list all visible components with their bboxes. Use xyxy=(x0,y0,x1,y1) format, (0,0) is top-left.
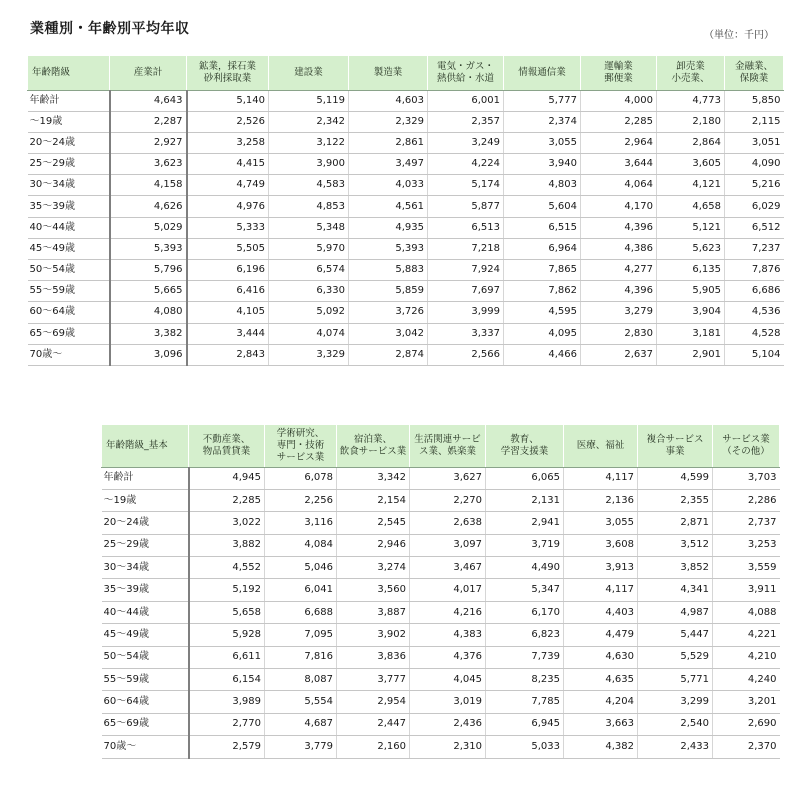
salary-cell: 7,816 xyxy=(265,646,337,668)
salary-cell: 4,090 xyxy=(725,154,784,175)
salary-cell: 3,253 xyxy=(713,534,780,556)
column-header: 情報通信業 xyxy=(504,56,581,90)
table-row xyxy=(28,217,784,238)
salary-cell: 3,274 xyxy=(337,557,410,579)
column-header: 製造業 xyxy=(349,56,428,90)
salary-cell: 3,382 xyxy=(110,323,187,344)
salary-cell: 4,643 xyxy=(110,90,187,111)
salary-cell: 4,479 xyxy=(564,624,638,646)
table-row xyxy=(28,302,784,323)
salary-cell: 3,497 xyxy=(349,154,428,175)
salary-cell: 2,433 xyxy=(638,736,713,758)
row-header-label: 年齢階級_基本 xyxy=(102,425,189,467)
salary-cell: 3,019 xyxy=(410,691,486,713)
salary-cell: 2,136 xyxy=(564,489,638,511)
salary-cell: 4,626 xyxy=(110,196,187,217)
table-row xyxy=(102,691,780,713)
salary-cell: 5,905 xyxy=(657,281,725,302)
salary-cell: 4,117 xyxy=(564,467,638,489)
salary-cell: 3,904 xyxy=(657,302,725,323)
salary-cell: 3,726 xyxy=(349,302,428,323)
age-group-label: 45～49歳 xyxy=(102,624,189,646)
salary-cell: 3,999 xyxy=(428,302,504,323)
column-header: 運輸業 郵便業 xyxy=(581,56,657,90)
salary-cell: 6,823 xyxy=(486,624,564,646)
salary-cell: 4,583 xyxy=(269,175,349,196)
salary-cell: 3,836 xyxy=(337,646,410,668)
salary-cell: 7,218 xyxy=(428,238,504,259)
salary-cell: 8,087 xyxy=(265,669,337,691)
salary-cell: 2,180 xyxy=(657,111,725,132)
salary-cell: 2,964 xyxy=(581,132,657,153)
salary-cell: 4,033 xyxy=(349,175,428,196)
salary-cell: 5,883 xyxy=(349,260,428,281)
salary-cell: 4,987 xyxy=(638,601,713,623)
salary-cell: 4,415 xyxy=(187,154,269,175)
salary-cell: 5,092 xyxy=(269,302,349,323)
salary-cell: 5,029 xyxy=(110,217,187,238)
salary-cell: 5,192 xyxy=(189,579,265,601)
salary-cell: 6,515 xyxy=(504,217,581,238)
salary-cell: 5,850 xyxy=(725,90,784,111)
salary-cell: 3,342 xyxy=(337,467,410,489)
salary-cell: 2,526 xyxy=(187,111,269,132)
age-group-label: ～19歳 xyxy=(102,489,189,511)
salary-cell: 4,121 xyxy=(657,175,725,196)
table-row xyxy=(28,196,784,217)
salary-cell: 2,160 xyxy=(337,736,410,758)
salary-cell: 5,554 xyxy=(265,691,337,713)
column-header: 医療、福祉 xyxy=(564,425,638,467)
salary-cell: 3,512 xyxy=(638,534,713,556)
age-group-label: 65～69歳 xyxy=(28,323,110,344)
salary-cell: 2,342 xyxy=(269,111,349,132)
salary-cell: 2,285 xyxy=(581,111,657,132)
salary-table-industries-2 xyxy=(101,425,780,759)
salary-cell: 2,579 xyxy=(189,736,265,758)
salary-cell: 3,097 xyxy=(410,534,486,556)
age-group-label: 70歳～ xyxy=(102,736,189,758)
column-header: 金融業、 保険業 xyxy=(725,56,784,90)
salary-cell: 6,041 xyxy=(265,579,337,601)
salary-cell: 4,630 xyxy=(564,646,638,668)
salary-cell: 4,095 xyxy=(504,323,581,344)
salary-cell: 3,902 xyxy=(337,624,410,646)
age-group-label: ～19歳 xyxy=(28,111,110,132)
age-group-label: 35～39歳 xyxy=(102,579,189,601)
salary-cell: 2,871 xyxy=(638,512,713,534)
salary-cell: 4,117 xyxy=(564,579,638,601)
table-row xyxy=(102,713,780,735)
salary-cell: 4,976 xyxy=(187,196,269,217)
salary-cell: 2,843 xyxy=(187,344,269,365)
salary-cell: 4,536 xyxy=(725,302,784,323)
salary-cell: 6,611 xyxy=(189,646,265,668)
salary-cell: 2,154 xyxy=(337,489,410,511)
salary-cell: 3,605 xyxy=(657,154,725,175)
salary-cell: 2,946 xyxy=(337,534,410,556)
salary-cell: 5,333 xyxy=(187,217,269,238)
salary-cell: 3,559 xyxy=(713,557,780,579)
salary-cell: 3,777 xyxy=(337,669,410,691)
salary-cell: 5,216 xyxy=(725,175,784,196)
table-row xyxy=(102,601,780,623)
salary-cell: 2,861 xyxy=(349,132,428,153)
salary-cell: 6,513 xyxy=(428,217,504,238)
salary-cell: 4,749 xyxy=(187,175,269,196)
table-row xyxy=(28,154,784,175)
salary-cell: 5,859 xyxy=(349,281,428,302)
salary-cell: 5,119 xyxy=(269,90,349,111)
age-group-label: 65～69歳 xyxy=(102,713,189,735)
salary-cell: 3,051 xyxy=(725,132,784,153)
salary-cell: 4,945 xyxy=(189,467,265,489)
salary-cell: 4,466 xyxy=(504,344,581,365)
salary-cell: 2,690 xyxy=(713,713,780,735)
salary-cell: 2,941 xyxy=(486,512,564,534)
table-row xyxy=(28,132,784,153)
salary-cell: 4,170 xyxy=(581,196,657,217)
table-row xyxy=(102,646,780,668)
salary-cell: 4,210 xyxy=(713,646,780,668)
salary-cell: 4,595 xyxy=(504,302,581,323)
salary-cell: 5,623 xyxy=(657,238,725,259)
salary-cell: 3,560 xyxy=(337,579,410,601)
age-group-label: 30～34歳 xyxy=(102,557,189,579)
salary-cell: 2,447 xyxy=(337,713,410,735)
salary-cell: 5,121 xyxy=(657,217,725,238)
salary-cell: 2,864 xyxy=(657,132,725,153)
salary-cell: 4,240 xyxy=(713,669,780,691)
salary-cell: 6,688 xyxy=(265,601,337,623)
salary-cell: 3,122 xyxy=(269,132,349,153)
age-group-label: 70歳～ xyxy=(28,344,110,365)
age-group-label: 55～59歳 xyxy=(102,669,189,691)
age-group-label: 45～49歳 xyxy=(28,238,110,259)
age-group-label: 40～44歳 xyxy=(102,601,189,623)
salary-cell: 4,803 xyxy=(504,175,581,196)
salary-cell: 4,773 xyxy=(657,90,725,111)
salary-cell: 3,329 xyxy=(269,344,349,365)
salary-cell: 2,737 xyxy=(713,512,780,534)
age-group-label: 50～54歳 xyxy=(102,646,189,668)
salary-cell: 5,447 xyxy=(638,624,713,646)
salary-cell: 7,697 xyxy=(428,281,504,302)
salary-cell: 3,719 xyxy=(486,534,564,556)
salary-cell: 3,627 xyxy=(410,467,486,489)
age-group-label: 20～24歳 xyxy=(102,512,189,534)
salary-cell: 5,658 xyxy=(189,601,265,623)
salary-cell: 5,877 xyxy=(428,196,504,217)
salary-cell: 3,940 xyxy=(504,154,581,175)
salary-cell: 6,196 xyxy=(187,260,269,281)
salary-cell: 4,382 xyxy=(564,736,638,758)
salary-cell: 7,237 xyxy=(725,238,784,259)
salary-cell: 4,216 xyxy=(410,601,486,623)
salary-cell: 3,644 xyxy=(581,154,657,175)
age-group-label: 60～64歳 xyxy=(28,302,110,323)
salary-cell: 6,170 xyxy=(486,601,564,623)
table-row xyxy=(102,624,780,646)
salary-cell: 5,796 xyxy=(110,260,187,281)
salary-cell: 5,140 xyxy=(187,90,269,111)
salary-cell: 2,830 xyxy=(581,323,657,344)
salary-cell: 3,258 xyxy=(187,132,269,153)
salary-cell: 2,287 xyxy=(110,111,187,132)
table-row xyxy=(28,238,784,259)
column-header: 宿泊業、 飲食サービス業 xyxy=(337,425,410,467)
age-group-label: 年齢計 xyxy=(28,90,110,111)
salary-cell: 4,341 xyxy=(638,579,713,601)
salary-cell: 4,376 xyxy=(410,646,486,668)
salary-cell: 2,637 xyxy=(581,344,657,365)
salary-cell: 4,000 xyxy=(581,90,657,111)
salary-cell: 4,277 xyxy=(581,260,657,281)
age-group-label: 25～29歳 xyxy=(28,154,110,175)
salary-cell: 6,512 xyxy=(725,217,784,238)
salary-cell: 2,355 xyxy=(638,489,713,511)
column-header: 複合サービス 事業 xyxy=(638,425,713,467)
salary-cell: 4,528 xyxy=(725,323,784,344)
salary-cell: 3,055 xyxy=(504,132,581,153)
salary-cell: 3,096 xyxy=(110,344,187,365)
salary-cell: 2,540 xyxy=(638,713,713,735)
salary-cell: 2,436 xyxy=(410,713,486,735)
column-header: 産業計 xyxy=(110,56,187,90)
salary-cell: 3,337 xyxy=(428,323,504,344)
salary-cell: 5,771 xyxy=(638,669,713,691)
salary-cell: 3,201 xyxy=(713,691,780,713)
salary-cell: 3,989 xyxy=(189,691,265,713)
salary-cell: 2,286 xyxy=(713,489,780,511)
salary-cell: 7,876 xyxy=(725,260,784,281)
salary-cell: 3,249 xyxy=(428,132,504,153)
salary-cell: 3,887 xyxy=(337,601,410,623)
salary-cell: 4,105 xyxy=(187,302,269,323)
row-header-label: 年齢階級 xyxy=(28,56,110,90)
salary-cell: 2,954 xyxy=(337,691,410,713)
column-header: 学術研究、 専門・技術 サービス業 xyxy=(265,425,337,467)
salary-cell: 6,964 xyxy=(504,238,581,259)
table-row xyxy=(28,111,784,132)
salary-cell: 2,285 xyxy=(189,489,265,511)
table-row xyxy=(28,344,784,365)
salary-cell: 6,065 xyxy=(486,467,564,489)
salary-cell: 7,924 xyxy=(428,260,504,281)
page-title: 業種別・年齢別平均年収 xyxy=(30,21,190,37)
table-row xyxy=(28,175,784,196)
table-row xyxy=(28,260,784,281)
salary-cell: 5,104 xyxy=(725,344,784,365)
salary-cell: 4,045 xyxy=(410,669,486,691)
salary-cell: 4,552 xyxy=(189,557,265,579)
salary-cell: 4,088 xyxy=(713,601,780,623)
salary-cell: 6,029 xyxy=(725,196,784,217)
salary-cell: 3,779 xyxy=(265,736,337,758)
unit-label: （単位：千円） xyxy=(704,30,774,41)
salary-cell: 4,853 xyxy=(269,196,349,217)
salary-cell: 4,396 xyxy=(581,217,657,238)
salary-cell: 5,347 xyxy=(486,579,564,601)
salary-cell: 4,599 xyxy=(638,467,713,489)
salary-cell: 2,270 xyxy=(410,489,486,511)
salary-cell: 4,561 xyxy=(349,196,428,217)
salary-cell: 3,900 xyxy=(269,154,349,175)
column-header: 電気・ガス・ 熱供給・水道 xyxy=(428,56,504,90)
salary-cell: 5,174 xyxy=(428,175,504,196)
salary-cell: 2,638 xyxy=(410,512,486,534)
salary-cell: 5,928 xyxy=(189,624,265,646)
table-row xyxy=(102,467,780,489)
salary-cell: 4,221 xyxy=(713,624,780,646)
salary-cell: 3,913 xyxy=(564,557,638,579)
salary-cell: 2,374 xyxy=(504,111,581,132)
table-row xyxy=(28,323,784,344)
salary-cell: 4,935 xyxy=(349,217,428,238)
column-header: 教育、 学習支援業 xyxy=(486,425,564,467)
salary-cell: 3,042 xyxy=(349,323,428,344)
salary-table-industries-1 xyxy=(27,56,784,366)
salary-cell: 2,927 xyxy=(110,132,187,153)
column-header: 卸売業 小売業、 xyxy=(657,56,725,90)
age-group-label: 25～29歳 xyxy=(102,534,189,556)
salary-cell: 4,204 xyxy=(564,691,638,713)
salary-cell: 4,084 xyxy=(265,534,337,556)
salary-cell: 2,131 xyxy=(486,489,564,511)
salary-cell: 5,529 xyxy=(638,646,713,668)
salary-cell: 3,608 xyxy=(564,534,638,556)
salary-cell: 2,357 xyxy=(428,111,504,132)
salary-cell: 2,545 xyxy=(337,512,410,534)
table-row xyxy=(102,736,780,758)
salary-cell: 3,444 xyxy=(187,323,269,344)
column-header: サービス業 （その他） xyxy=(713,425,780,467)
salary-cell: 2,370 xyxy=(713,736,780,758)
salary-cell: 5,393 xyxy=(349,238,428,259)
salary-cell: 4,403 xyxy=(564,601,638,623)
salary-cell: 6,135 xyxy=(657,260,725,281)
column-header: 建設業 xyxy=(269,56,349,90)
table-row xyxy=(102,579,780,601)
salary-cell: 3,022 xyxy=(189,512,265,534)
age-group-label: 60～64歳 xyxy=(102,691,189,713)
salary-cell: 8,235 xyxy=(486,669,564,691)
salary-cell: 2,329 xyxy=(349,111,428,132)
salary-cell: 2,310 xyxy=(410,736,486,758)
salary-cell: 2,874 xyxy=(349,344,428,365)
age-group-label: 30～34歳 xyxy=(28,175,110,196)
salary-cell: 3,279 xyxy=(581,302,657,323)
salary-cell: 5,393 xyxy=(110,238,187,259)
column-header: 不動産業、 物品賃貸業 xyxy=(189,425,265,467)
table-row xyxy=(102,557,780,579)
salary-cell: 5,505 xyxy=(187,238,269,259)
salary-cell: 6,154 xyxy=(189,669,265,691)
table-row xyxy=(102,534,780,556)
salary-cell: 4,080 xyxy=(110,302,187,323)
age-group-label: 35～39歳 xyxy=(28,196,110,217)
salary-cell: 4,017 xyxy=(410,579,486,601)
salary-cell: 4,490 xyxy=(486,557,564,579)
salary-cell: 4,158 xyxy=(110,175,187,196)
salary-cell: 6,686 xyxy=(725,281,784,302)
salary-cell: 6,078 xyxy=(265,467,337,489)
salary-cell: 7,785 xyxy=(486,691,564,713)
salary-cell: 3,299 xyxy=(638,691,713,713)
salary-cell: 4,064 xyxy=(581,175,657,196)
salary-cell: 3,623 xyxy=(110,154,187,175)
table-row xyxy=(28,90,784,111)
age-group-label: 55～59歳 xyxy=(28,281,110,302)
salary-cell: 7,862 xyxy=(504,281,581,302)
salary-cell: 3,181 xyxy=(657,323,725,344)
salary-cell: 6,574 xyxy=(269,260,349,281)
salary-cell: 5,033 xyxy=(486,736,564,758)
salary-cell: 4,224 xyxy=(428,154,504,175)
salary-cell: 4,658 xyxy=(657,196,725,217)
salary-cell: 5,348 xyxy=(269,217,349,238)
table-row xyxy=(28,281,784,302)
salary-cell: 4,687 xyxy=(265,713,337,735)
age-group-label: 40～44歳 xyxy=(28,217,110,238)
salary-cell: 5,604 xyxy=(504,196,581,217)
table-row xyxy=(102,512,780,534)
column-header: 生活関連サービ ス業、娯楽業 xyxy=(410,425,486,467)
salary-cell: 2,770 xyxy=(189,713,265,735)
salary-cell: 5,970 xyxy=(269,238,349,259)
salary-cell: 4,396 xyxy=(581,281,657,302)
salary-cell: 3,116 xyxy=(265,512,337,534)
salary-cell: 6,416 xyxy=(187,281,269,302)
salary-cell: 4,603 xyxy=(349,90,428,111)
salary-cell: 3,882 xyxy=(189,534,265,556)
salary-cell: 7,865 xyxy=(504,260,581,281)
salary-cell: 2,901 xyxy=(657,344,725,365)
salary-cell: 7,095 xyxy=(265,624,337,646)
table-row xyxy=(102,669,780,691)
salary-cell: 6,330 xyxy=(269,281,349,302)
salary-cell: 5,665 xyxy=(110,281,187,302)
age-group-label: 年齢計 xyxy=(102,467,189,489)
age-group-label: 20～24歳 xyxy=(28,132,110,153)
salary-cell: 5,046 xyxy=(265,557,337,579)
salary-cell: 6,001 xyxy=(428,90,504,111)
salary-cell: 5,777 xyxy=(504,90,581,111)
salary-cell: 4,383 xyxy=(410,624,486,646)
salary-cell: 2,566 xyxy=(428,344,504,365)
salary-cell: 3,055 xyxy=(564,512,638,534)
salary-cell: 3,467 xyxy=(410,557,486,579)
salary-cell: 3,703 xyxy=(713,467,780,489)
salary-cell: 7,739 xyxy=(486,646,564,668)
salary-cell: 3,911 xyxy=(713,579,780,601)
salary-cell: 3,663 xyxy=(564,713,638,735)
salary-cell: 4,635 xyxy=(564,669,638,691)
age-group-label: 50～54歳 xyxy=(28,260,110,281)
column-header: 鉱業，採石業 砂利採取業 xyxy=(187,56,269,90)
salary-cell: 6,945 xyxy=(486,713,564,735)
salary-cell: 4,074 xyxy=(269,323,349,344)
salary-cell: 2,115 xyxy=(725,111,784,132)
salary-cell: 2,256 xyxy=(265,489,337,511)
salary-cell: 4,386 xyxy=(581,238,657,259)
salary-cell: 3,852 xyxy=(638,557,713,579)
table-row xyxy=(102,489,780,511)
